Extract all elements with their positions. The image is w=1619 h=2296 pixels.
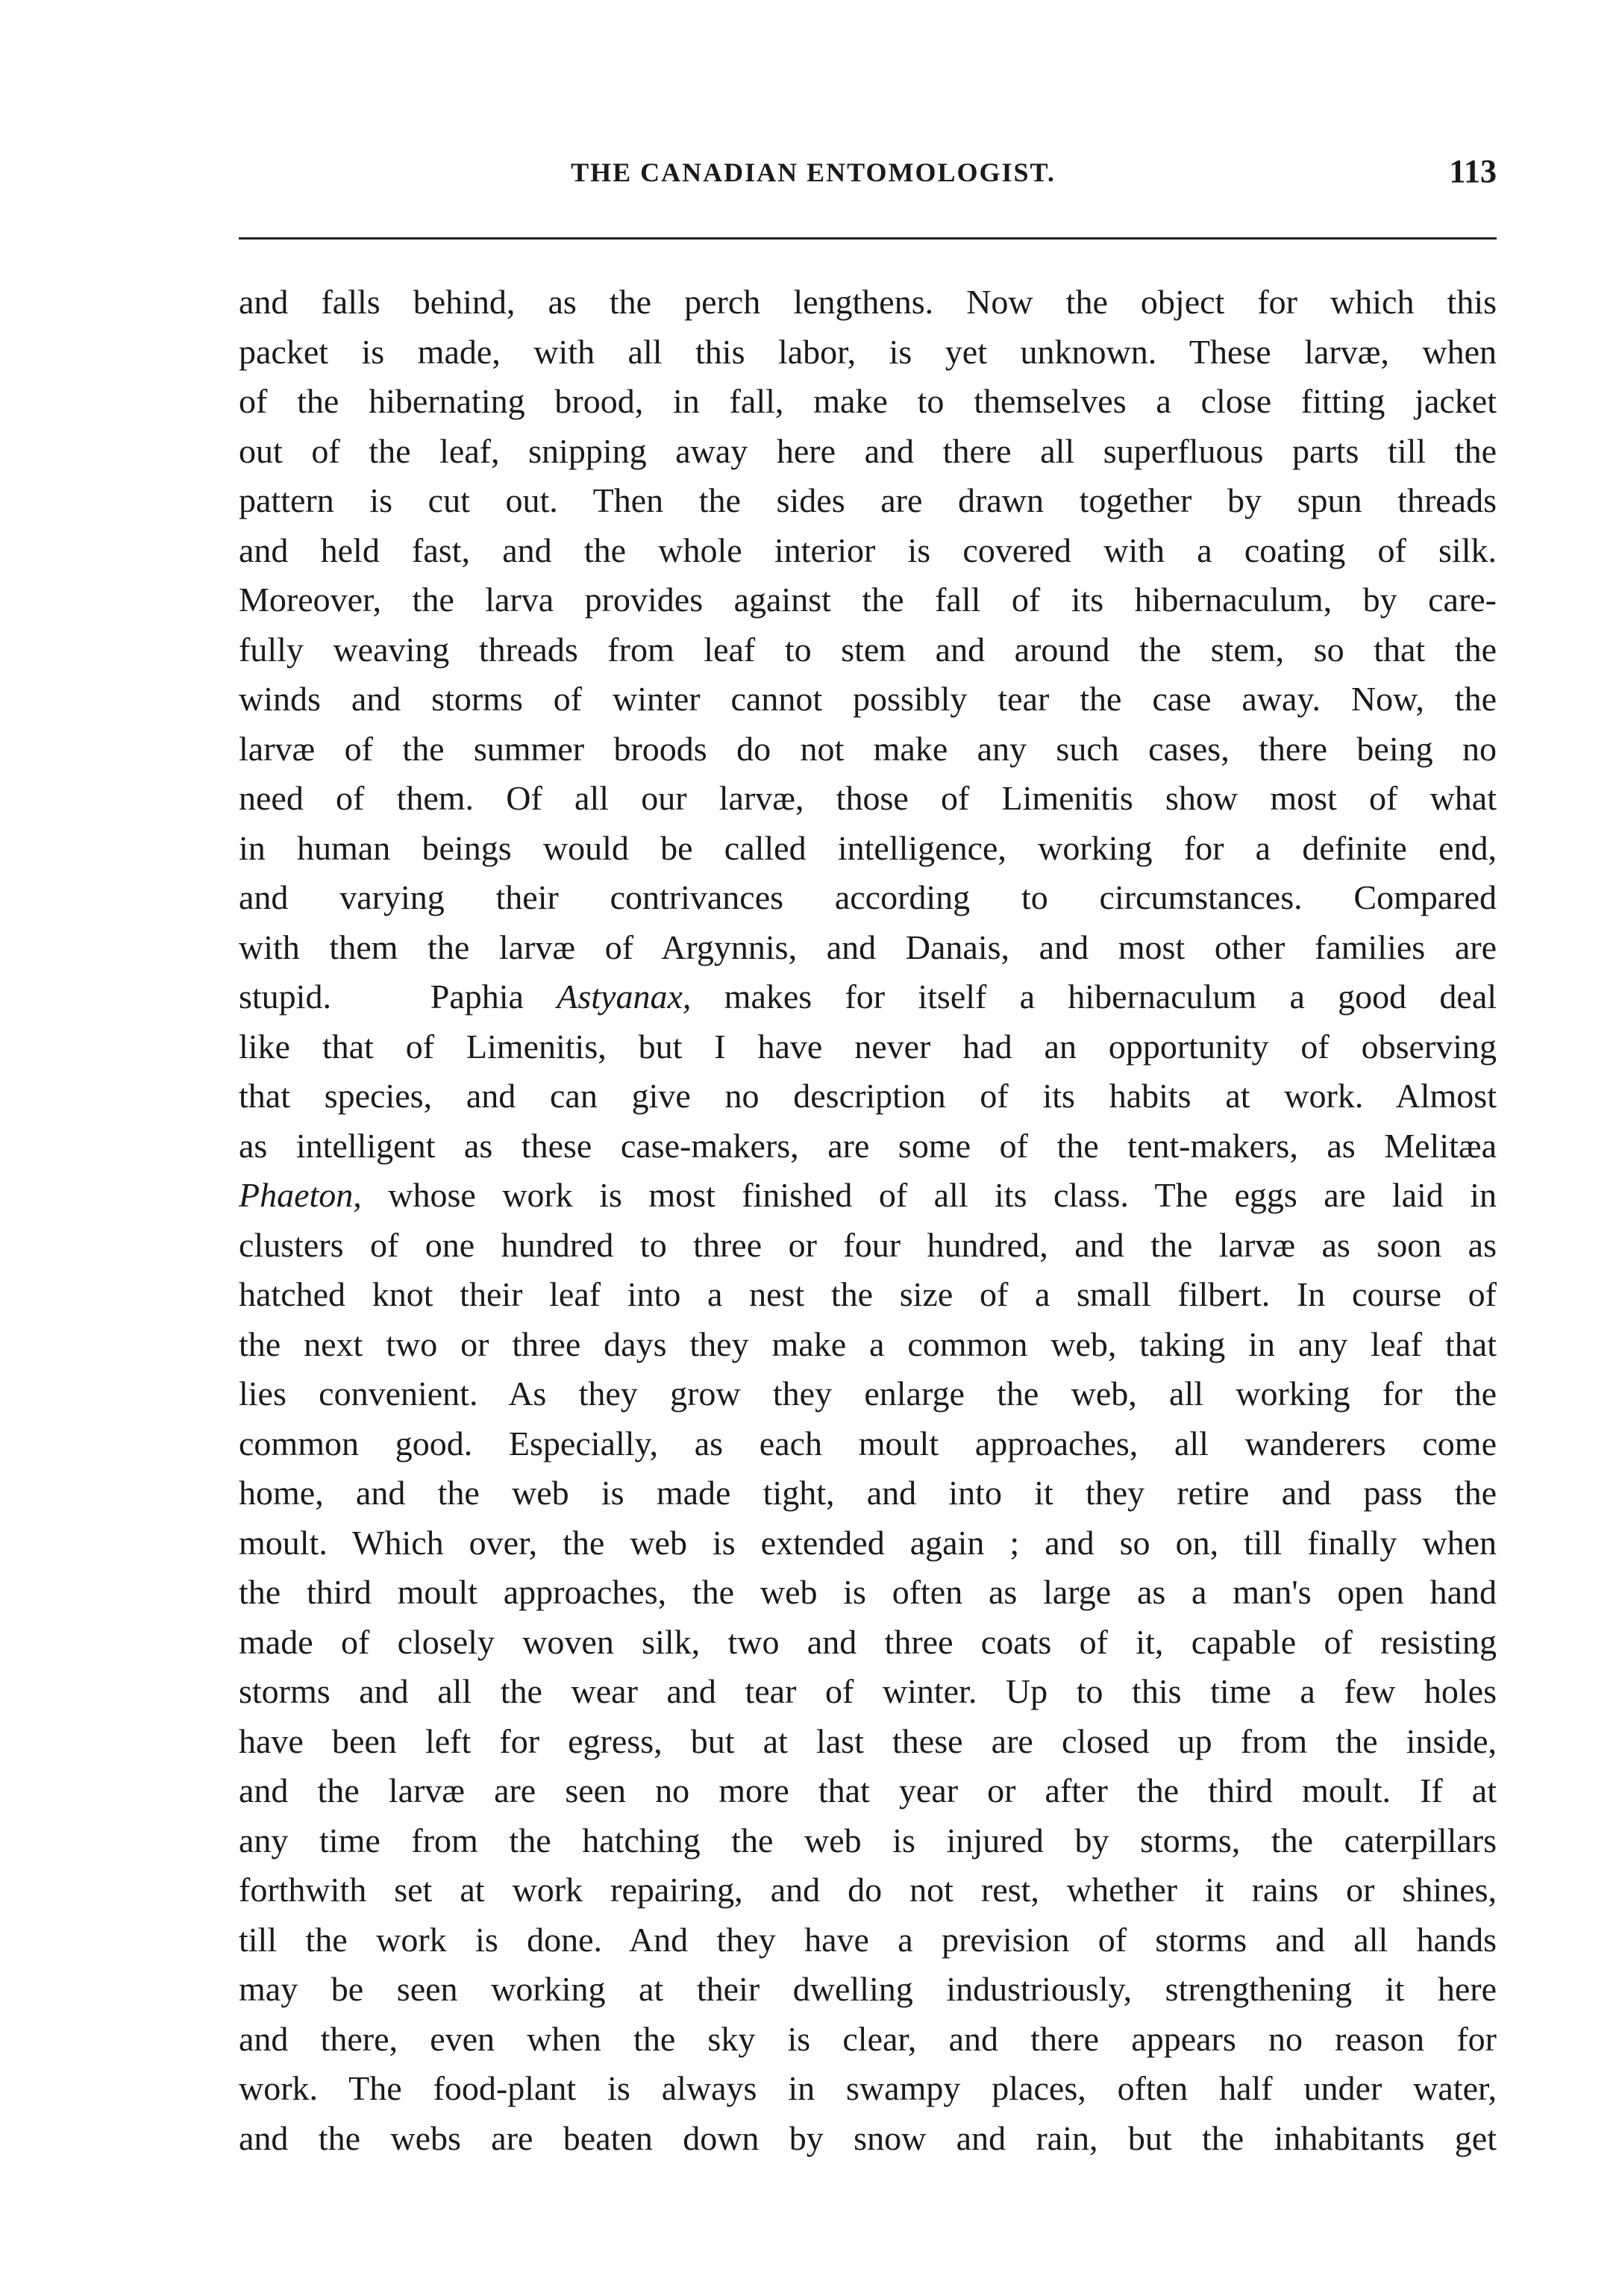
text-line: that species, and can give no description of its habits at work. Almost (239, 1077, 1497, 1115)
text-line: moult. Which over, the web is extended again ; and so on, till finally when (239, 1523, 1497, 1562)
text-segment: stupid. (239, 977, 331, 1016)
text-line: of the hibernating brood, in fall, make to themselves a close fitting jacket (239, 382, 1497, 420)
text-line: forthwith set at work repairing, and do not rest, whether it rains or shines, (239, 1871, 1497, 1909)
running-head (239, 152, 1497, 197)
text-line: as intelligent as these case-makers, are some of the tent-makers, as Melitæa (239, 1126, 1497, 1165)
header-rule (239, 237, 1497, 240)
text-line: lies convenient. As they grow they enlarge the web, all working for the (239, 1374, 1497, 1413)
text-line-mixed (239, 1171, 1497, 1221)
text-line: and the larvæ are seen no more that year or after the third moult. If at (239, 1771, 1497, 1809)
text-line: till the work is done. And they have a prevision of storms and all hands (239, 1920, 1497, 1959)
text-line: work. The food-plant is always in swampy places, often half under water, (239, 2069, 1497, 2107)
text-line: storms and all the wear and tear of winter. Up to this time a few holes (239, 1672, 1497, 1710)
text-line: may be seen working at their dwelling industriously, strengthening it here (239, 1970, 1497, 2008)
text-line: and held fast, and the whole interior is covered with a coating of silk. (239, 531, 1497, 569)
text-line: have been left for egress, but at last these are closed up from the inside, (239, 1721, 1497, 1760)
text-line: and falls behind, as the perch lengthens. Now the object for which this (239, 283, 1497, 321)
species-name-italic: Astyanax, (557, 977, 692, 1016)
text-line: out of the leaf, snipping away here and there all superfluous parts till the (239, 431, 1497, 470)
text-line: home, and the web is made tight, and into it they retire and pass the (239, 1474, 1497, 1512)
text-line: common good. Especially, as each moult approaches, all wanderers come (239, 1424, 1497, 1463)
species-name-italic: Phaeton, (239, 1176, 362, 1214)
text-line: need of them. Of all our larvæ, those of Limenitis show most of what (239, 779, 1497, 817)
text-line: with them the larvæ of Argynnis, and Danais, and most other families are (239, 928, 1497, 966)
text-line: made of closely woven silk, two and three coats of it, capable of resisting (239, 1622, 1497, 1661)
text-segment: whose work is most finished of all its class. The eggs are laid in (388, 1176, 1497, 1214)
text-line: Moreover, the larva provides against the fall of its hibernaculum, by care- (239, 581, 1497, 619)
text-line: hatched knot their leaf into a nest the size of a small filbert. In course of (239, 1275, 1497, 1313)
text-segment: Paphia (430, 977, 524, 1016)
text-line: clusters of one hundred to three or four hundred, and the larvæ as soon as (239, 1225, 1497, 1264)
text-line: and there, even when the sky is clear, and there appears no reason for (239, 2019, 1497, 2058)
text-line: like that of Limenitis, but I have never had an opportunity of observing (239, 1027, 1497, 1066)
body-text (239, 278, 1497, 2163)
text-line: pattern is cut out. Then the sides are drawn together by spun threads (239, 481, 1497, 519)
text-line: and varying their contrivances according to circumstances. Compared (239, 878, 1497, 916)
journal-title: THE CANADIAN ENTOMOLOGIST. (571, 157, 1056, 187)
text-line: fully weaving threads from leaf to stem and around the stem, so that the (239, 630, 1497, 669)
text-line: the next two or three days they make a common web, taking in any leaf that (239, 1324, 1497, 1363)
text-line-mixed (239, 972, 1497, 1022)
text-line: the third moult approaches, the web is often as large as a man's open hand (239, 1573, 1497, 1611)
text-line: winds and storms of winter cannot possibly tear the case away. Now, the (239, 680, 1497, 718)
text-line: packet is made, with all this labor, is yet unknown. These larvæ, when (239, 332, 1497, 371)
text-line: larvæ of the summer broods do not make any such cases, there being no (239, 729, 1497, 768)
text-line: in human beings would be called intelligence, working for a definite end, (239, 828, 1497, 867)
text-line: any time from the hatching the web is injured by storms, the caterpillars (239, 1821, 1497, 1859)
text-line: and the webs are beaten down by snow and rain, but the inhabitants get (239, 2118, 1497, 2157)
text-segment: makes for itself a hibernaculum a good deal (724, 977, 1497, 1016)
page-number: 113 (1449, 153, 1497, 190)
